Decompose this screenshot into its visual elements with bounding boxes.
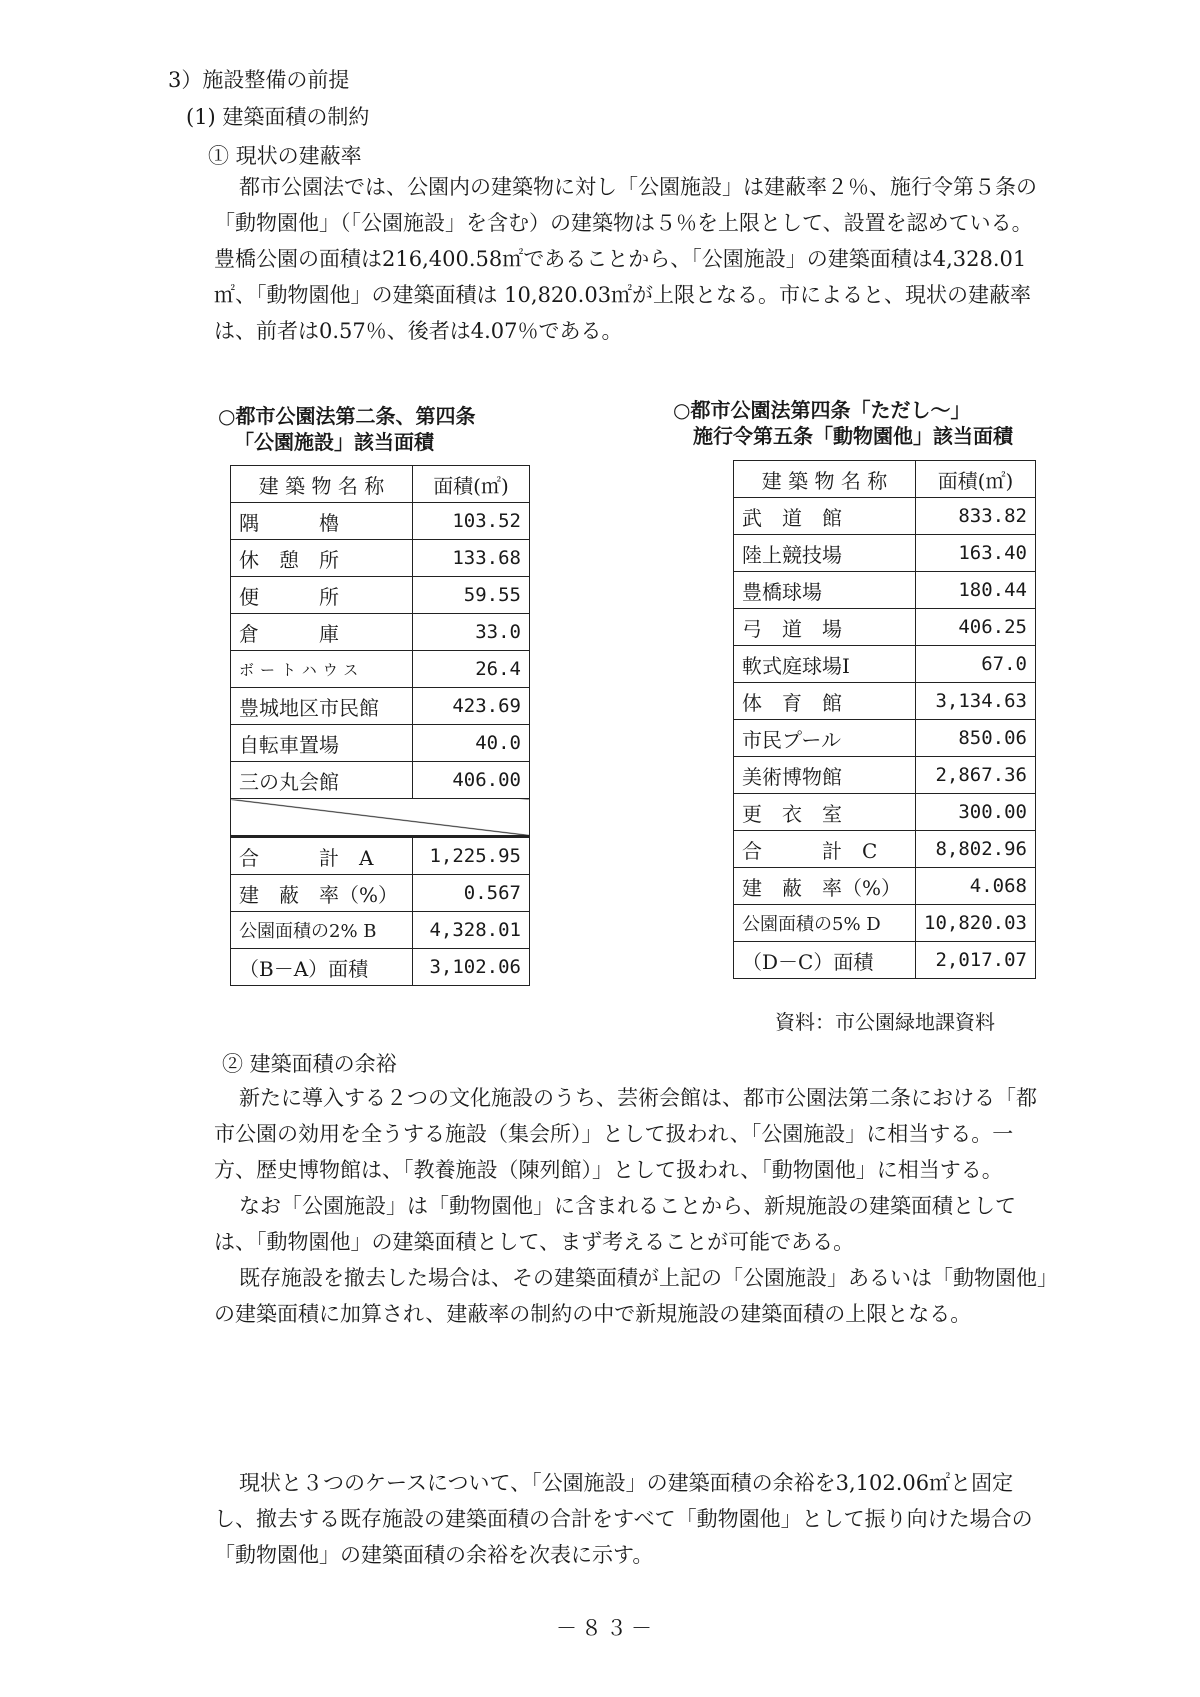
limit-value: 10,820.03: [916, 905, 1036, 942]
table-header-row: [231, 466, 530, 503]
ratio-value: 0.567: [413, 875, 530, 912]
facility-area: 833.82: [916, 498, 1036, 535]
closing-text: 現状と３つのケースについて、「公園施設」の建築面積の余裕を3,102.06㎡と固定し、撤去する既存施設の建築面積の合計をすべて「動物園他」として振り向けた場合の「動物園他」の建築面積の余裕を次表に示す。: [214, 1471, 1033, 1567]
zoo-etc-facilities-table: [733, 460, 1036, 979]
facility-area: 26.4: [413, 651, 530, 688]
margin-paragraphs: [214, 1080, 1049, 1332]
table-row: [734, 720, 1036, 757]
facility-area: 163.40: [916, 535, 1036, 572]
facility-name: 陸上競技場: [734, 535, 916, 572]
table-row: [231, 725, 530, 762]
right-caption-line1: ○都市公園法第四条「ただし～」: [673, 398, 971, 422]
ratio-row: [231, 875, 530, 912]
header-area: 面積(㎡): [916, 461, 1036, 498]
table-row: [734, 609, 1036, 646]
section-heading: 3）施設整備の前提: [168, 68, 350, 92]
facility-area: 3,134.63: [916, 683, 1036, 720]
table-row: [231, 762, 530, 799]
facility-name: ボートハウス: [231, 651, 413, 688]
facility-name: 便 所: [231, 577, 413, 614]
limit-row: [231, 912, 530, 949]
facility-area: 300.00: [916, 794, 1036, 831]
table-row: [231, 577, 530, 614]
left-table-caption: [218, 403, 475, 455]
facility-name: 倉 庫: [231, 614, 413, 651]
page-number: －８３－: [556, 1616, 656, 1640]
item-heading-current-coverage: ① 現状の建蔽率: [208, 144, 362, 168]
diff-label: （D－C）面積: [734, 942, 916, 979]
table-row: [734, 572, 1036, 609]
table-row: [734, 498, 1036, 535]
facility-name: 更 衣 室: [734, 794, 916, 831]
right-table-caption: [673, 397, 1013, 449]
subsection-heading: (1) 建築面積の制約: [186, 105, 370, 129]
table-row: [734, 535, 1036, 572]
table-row: [734, 794, 1036, 831]
facility-name: 軟式庭球場Ⅰ: [734, 646, 916, 683]
intro-text: 都市公園法では、公園内の建築物に対し「公園施設」は建蔽率２％、施行令第５条の「動物園他」（「公園施設」を含む）の建築物は５％を上限として、設置を認めている。豊橋公園の面積は216,400.58㎡であることから、「公園施設」の建築面積は4,328.01㎡、「動物園他」の建築面積は 10,820.03㎡が上限となる。市によると、現状の建蔽率は、前者は0.57％、後者は4.07％である。: [214, 175, 1037, 343]
facility-area: 133.68: [413, 540, 530, 577]
facility-area: 406.25: [916, 609, 1036, 646]
facility-name: 市民プール: [734, 720, 916, 757]
facility-name: 武 道 館: [734, 498, 916, 535]
limit-label: 公園面積の2% B: [231, 912, 413, 949]
facility-area: 103.52: [413, 503, 530, 540]
facility-name: 隅 櫓: [231, 503, 413, 540]
facility-name: 豊城地区市民館: [231, 688, 413, 725]
table-row: [734, 683, 1036, 720]
intro-paragraph: [214, 169, 1049, 349]
margin-text-2: なお「公園施設」は「動物園他」に含まれることから、新規施設の建築面積としては、「動物園他」の建築面積として、まず考えることが可能である。: [214, 1194, 1016, 1254]
facility-area: 406.00: [413, 762, 530, 799]
diagonal-strike-cell: [231, 799, 530, 837]
diff-value: 3,102.06: [413, 949, 530, 986]
table-row: [734, 646, 1036, 683]
limit-row: [734, 905, 1036, 942]
margin-text-1: 新たに導入する２つの文化施設のうち、芸術会館は、都市公園法第二条における「都市公園の効用を全うする施設（集会所）」として扱われ、「公園施設」に相当する。一方、歴史博物館は、「教養施設（陳列館）」として扱われ、「動物園他」に相当する。: [214, 1086, 1037, 1182]
limit-value: 4,328.01: [413, 912, 530, 949]
ratio-label: 建 蔽 率（%）: [734, 868, 916, 905]
total-row: [734, 831, 1036, 868]
left-caption-line1: ○都市公園法第二条、第四条: [218, 404, 476, 428]
facility-area: 423.69: [413, 688, 530, 725]
facility-name: 休 憩 所: [231, 540, 413, 577]
facility-name: 体 育 館: [734, 683, 916, 720]
facility-area: 2,867.36: [916, 757, 1036, 794]
total-label: 合 計 A: [231, 837, 413, 875]
facility-area: 40.0: [413, 725, 530, 762]
facility-area: 33.0: [413, 614, 530, 651]
total-value: 1,225.95: [413, 837, 530, 875]
left-caption-line2: 「公園施設」該当面積: [234, 430, 434, 454]
right-caption-line2: 施行令第五条「動物園他」該当面積: [693, 424, 1013, 448]
header-name: 建 築 物 名 称: [734, 461, 916, 498]
table-header-row: [734, 461, 1036, 498]
closing-paragraph: [214, 1465, 1049, 1573]
facility-name: 豊橋球場: [734, 572, 916, 609]
item-heading-area-margin: ② 建築面積の余裕: [222, 1052, 397, 1076]
table-row: [231, 540, 530, 577]
ratio-label: 建 蔽 率（%）: [231, 875, 413, 912]
table-row: [734, 757, 1036, 794]
facility-name: 自転車置場: [231, 725, 413, 762]
table-row: [231, 688, 530, 725]
facility-name: 弓 道 場: [734, 609, 916, 646]
limit-label: 公園面積の5% D: [734, 905, 916, 942]
facility-name: 三の丸会館: [231, 762, 413, 799]
total-row: [231, 837, 530, 875]
facility-name: 美術博物館: [734, 757, 916, 794]
facility-area: 180.44: [916, 572, 1036, 609]
diagonal-empty-row: [231, 799, 530, 837]
header-area: 面積(㎡): [413, 466, 530, 503]
table-row: [231, 614, 530, 651]
ratio-row: [734, 868, 1036, 905]
table-row: [231, 651, 530, 688]
total-label: 合 計 C: [734, 831, 916, 868]
table-row: [231, 503, 530, 540]
diff-value: 2,017.07: [916, 942, 1036, 979]
header-name: 建 築 物 名 称: [231, 466, 413, 503]
facility-area: 850.06: [916, 720, 1036, 757]
diff-row: [231, 949, 530, 986]
ratio-value: 4.068: [916, 868, 1036, 905]
facility-area: 59.55: [413, 577, 530, 614]
diff-label: （B－A）面積: [231, 949, 413, 986]
facility-area: 67.0: [916, 646, 1036, 683]
total-value: 8,802.96: [916, 831, 1036, 868]
park-facilities-table: [230, 465, 530, 986]
diff-row: [734, 942, 1036, 979]
margin-text-3: 既存施設を撤去した場合は、その建築面積が上記の「公園施設」あるいは「動物園他」の建築面積に加算され、建蔽率の制約の中で新規施設の建築面積の上限となる。: [214, 1266, 1048, 1326]
source-note: 資料：市公園緑地課資料: [775, 1010, 995, 1034]
